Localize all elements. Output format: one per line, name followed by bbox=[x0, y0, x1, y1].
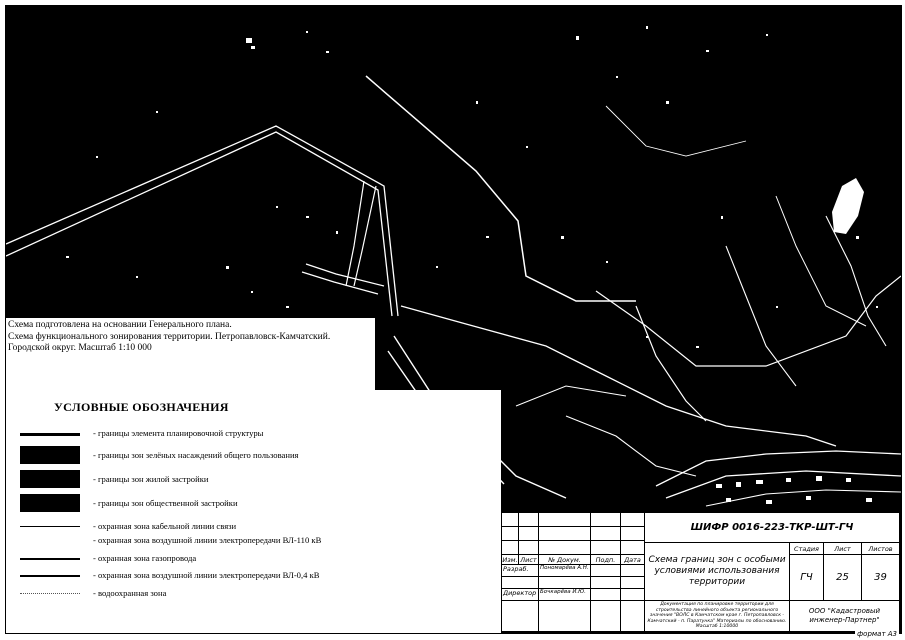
legend-swatch-medium-line bbox=[20, 575, 80, 577]
header-date: Дата bbox=[621, 555, 645, 565]
legend-label: - охранная зона воздушной линии электропередачи ВЛ-0,4 кВ bbox=[93, 570, 320, 580]
legend-title: УСЛОВНЫЕ ОБОЗНАЧЕНИЯ bbox=[54, 400, 229, 414]
sign-cell bbox=[591, 565, 621, 577]
legend-item bbox=[6, 428, 501, 448]
empty-cell bbox=[502, 577, 539, 589]
empty-cell bbox=[502, 601, 539, 632]
rev-cell bbox=[591, 527, 621, 541]
legend-label: - водоохранная зона bbox=[93, 588, 167, 598]
date-cell bbox=[621, 565, 645, 577]
empty-cell bbox=[621, 601, 645, 632]
rev-cell bbox=[621, 527, 645, 541]
legend-label: - охранная зона газопровода bbox=[93, 553, 197, 563]
legend-swatch-box bbox=[20, 470, 80, 488]
document-code: ШИФР 0016-223-ТКР-ШТ-ГЧ bbox=[645, 513, 900, 543]
legend-item bbox=[6, 588, 501, 608]
map-source-note bbox=[6, 318, 375, 390]
legend-swatch-thick-line bbox=[20, 433, 80, 436]
legend-item bbox=[6, 494, 501, 514]
rev-cell bbox=[539, 541, 591, 555]
map-legend bbox=[6, 390, 501, 633]
empty-cell bbox=[621, 577, 645, 589]
stage-label: Стадия bbox=[790, 543, 824, 555]
rev-cell bbox=[621, 513, 645, 527]
name-developer: Пономарёва А.Н. bbox=[539, 565, 591, 577]
legend-item bbox=[6, 535, 501, 555]
legend-swatch-medium-line bbox=[20, 558, 80, 560]
empty-cell bbox=[539, 577, 591, 589]
sheet-title: Схема границ зон с особыми условиями использования территории bbox=[645, 543, 790, 601]
source-note-line-3: Городской округ. Масштаб 1:10 000 bbox=[8, 343, 152, 353]
header-signature: Подп. bbox=[591, 555, 621, 565]
name-director: Бочкарёва И.Ю. bbox=[539, 589, 591, 601]
legend-swatch-thin-line bbox=[20, 526, 80, 527]
stage-value: ГЧ bbox=[790, 555, 824, 601]
legend-item bbox=[6, 446, 501, 466]
sheets-label: Листов bbox=[862, 543, 900, 555]
rev-cell bbox=[502, 513, 519, 527]
header-doc-number: № Докум. bbox=[539, 555, 591, 565]
source-note-line-1: Схема подготовлена на основании Генерального плана. bbox=[8, 320, 232, 330]
source-note-line-2: Схема функционального зонирования территории. Петропавловск-Камчатский. bbox=[8, 331, 331, 342]
paper-format: формат А3 bbox=[857, 630, 897, 638]
organization: ООО "Кадастровый инженер-Партнер" bbox=[790, 601, 900, 632]
sheet-label: Лист bbox=[824, 543, 862, 555]
legend-label: - охранная зона кабельной линии связи bbox=[93, 521, 237, 531]
rev-cell bbox=[502, 527, 519, 541]
legend-label: - границы зон жилой застройки bbox=[93, 474, 209, 484]
sign-cell bbox=[591, 589, 621, 601]
header-list: Лист bbox=[519, 555, 539, 565]
empty-cell bbox=[591, 577, 621, 589]
rev-cell bbox=[539, 513, 591, 527]
date-cell bbox=[621, 589, 645, 601]
rev-cell bbox=[621, 541, 645, 555]
header-izm: Изм. bbox=[502, 555, 518, 564]
legend-item bbox=[6, 570, 501, 590]
rev-cell bbox=[519, 541, 539, 555]
rev-cell bbox=[519, 513, 539, 527]
legend-label: - границы зон зелёных насаждений общего пользования bbox=[93, 450, 299, 460]
rev-cell bbox=[539, 527, 591, 541]
rev-cell bbox=[591, 541, 621, 555]
legend-label: - границы зон общественной застройки bbox=[93, 498, 238, 508]
empty-cell bbox=[591, 601, 621, 632]
empty-cell bbox=[539, 601, 591, 632]
rev-cell bbox=[502, 541, 519, 555]
role-director: Директор bbox=[502, 589, 539, 601]
rev-cell bbox=[591, 513, 621, 527]
legend-swatch-dotted-line bbox=[20, 593, 80, 594]
title-block bbox=[501, 512, 901, 633]
role-developer: Разраб. bbox=[502, 565, 539, 577]
legend-item bbox=[6, 470, 501, 490]
legend-swatch-box bbox=[20, 446, 80, 464]
legend-label: - границы элемента планировочной структуры bbox=[93, 428, 264, 438]
rev-cell bbox=[519, 527, 539, 541]
sheets-value: 39 bbox=[862, 555, 900, 601]
legend-swatch-box bbox=[20, 494, 80, 512]
sheet-value: 25 bbox=[824, 555, 862, 601]
document-description: Документация по планировке территории для строительства линейного объекта регионального значения "ВОЛС в Камчатском крае г. Петропавловск - Камчатский - п. Паратунка" Материалы по обоснованию. Масштаб 1:10000 bbox=[645, 601, 790, 632]
legend-label: - охранная зона воздушной линии электропередачи ВЛ-110 кВ bbox=[93, 535, 322, 545]
